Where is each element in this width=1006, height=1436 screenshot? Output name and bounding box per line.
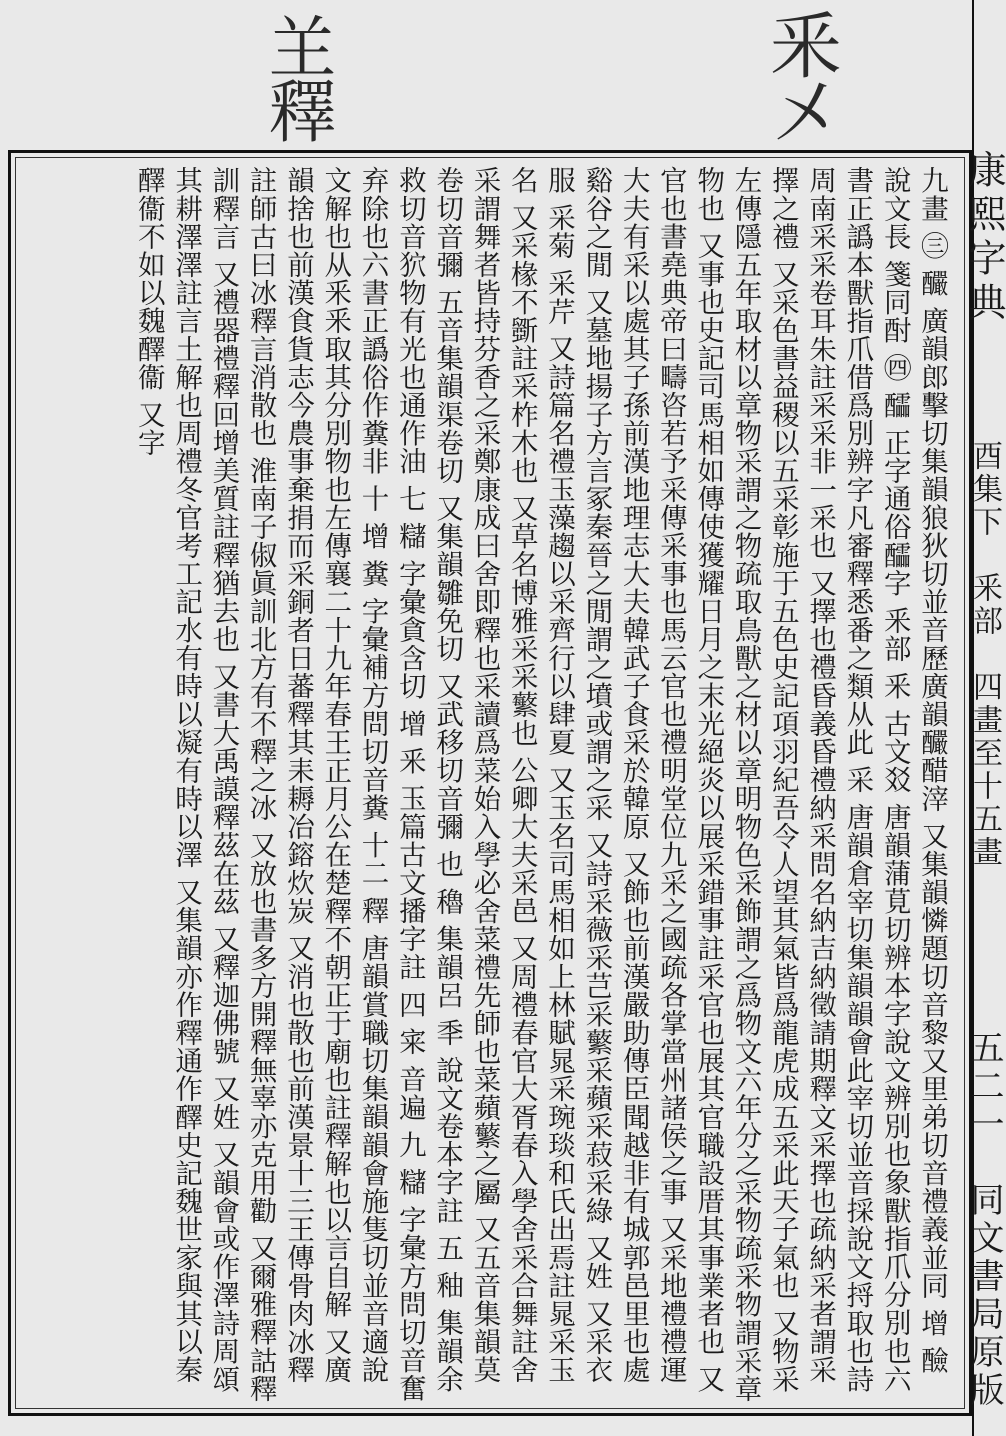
right-margin-strip: [962, 0, 1006, 1436]
book-title: 康熙字典: [962, 150, 1006, 326]
page-info: 五二一 同文書局原版: [964, 1030, 1004, 1410]
header-character-right: 釆㐅: [758, 8, 842, 144]
header-character-left: 𦍌釋: [257, 12, 336, 140]
dictionary-entries: 九畫 ㊂ 釅 廣韻郎擊切集韻狼狄切並音歷廣韻釅醋滓 又集韻憐題切音黎又里弟切音禮義並同 增 醶 說文長 箋同酎 ㊃ 醽 正字通俗醽字 釆部 釆 古文㸚 唐韻蒲莧切辨本字說文辨別也象獸指爪分別也六書正譌本獸指爪借爲別辨字凡審釋悉番之類从此 采 唐韻倉宰切集韻韻會此宰切並音採說文捋取也詩周南采采卷耳朱註采采非一采也 又擇也禮昏義昏禮納采問名納吉納徵請期釋文采擇也疏納采者謂采擇之禮 又采色書益稷以五采彰施于五色史記項羽紀吾令人望其氣皆爲龍虎成五采此天子氣也 又物采左傳隱五年取材以章物采謂之物疏取鳥獸之材以章明物色采飾謂之爲物文六年分之采物疏采物謂采章物也 又事也史記司馬相如傳使獲耀日月之末光絕炎以展采錯事註采官也展其官職設厝其事業者也 又官也書堯典帝曰疇咨若予采傳采事也馬云官也禮明堂位九采之國疏各掌當州諸侯之事 又采地禮禮運大夫有采以處其子孫前漢地理志大夫韓武子食采於韓原 又飾也前漢嚴助傳臣聞越非有城郭邑里也處谿谷之閒 又墓地揚子方言冢秦晉之閒謂之墳或謂之采 又詩采薇采芑采蘩采蘋采菽采綠 又姓 又采衣服 采菊 采芹: [543, 166, 948, 1403]
section-label: 酉集下 釆部 四畫至十五畫: [967, 440, 1002, 869]
dictionary-body: [14, 166, 950, 1406]
dictionary-entries-continued: 又詩篇名禮玉藻趨以采齊行以肆夏 又玉名司馬相如上林賦晁采琬琰和氏出焉註晁采玉名 又采椽不斵註采柞木也 又草名博雅采采蘩也 公卿大夫采邑 又周禮春官大胥春入學舍采合舞註舍采謂舞者皆持芬香之采鄭康成曰舍即釋也采讀爲菜始入學必舍菜禮先師也菜蘋蘩之屬 又五音集韻莫卷切音彌 五音集韻渠卷切 又集韻雛免切 又武移切音彌 也 穭 集韻呂 秊 說文卷本字註 五 釉 集韻余救切音狖物有光也通作油 七 䊰 字彙貪含切 增 釆 玉篇古文播字註 四 宷 音遍 九 䊰 字彙方問切音奮弃除也六書正譌俗作糞非 十 增 糞 字彙補方問切音糞 十二 釋 唐韻賞職切集韻韻會施隻切並音適說文解也从釆釆取其分別物也左傳襄二十九年春王正月公在楚釋不朝正于廟也註釋解也以言自解 又廣韻捨也前漢食貨志今農事棄捐而采銅者日蕃釋其耒耨冶鎔炊炭 又消也散也前漢景十三王傳骨肉冰釋註師古曰冰釋言消散也 淮南子俶眞訓北方有不釋之冰 又放也書多方開釋無辜亦克用勸 又爾雅釋詁釋訓釋言 又禮器禮釋回增美質註釋猶去也 又書大禹謨釋茲在茲 又釋迦佛號 又姓 又韻會或作澤詩周頌其耕澤澤註言土解也周禮冬官考工記水有時以凝有時以澤 又集韻亦作釋通作醳史記魏世家與其以秦醳衞不如以魏醳衞 又字: [132, 166, 576, 1403]
